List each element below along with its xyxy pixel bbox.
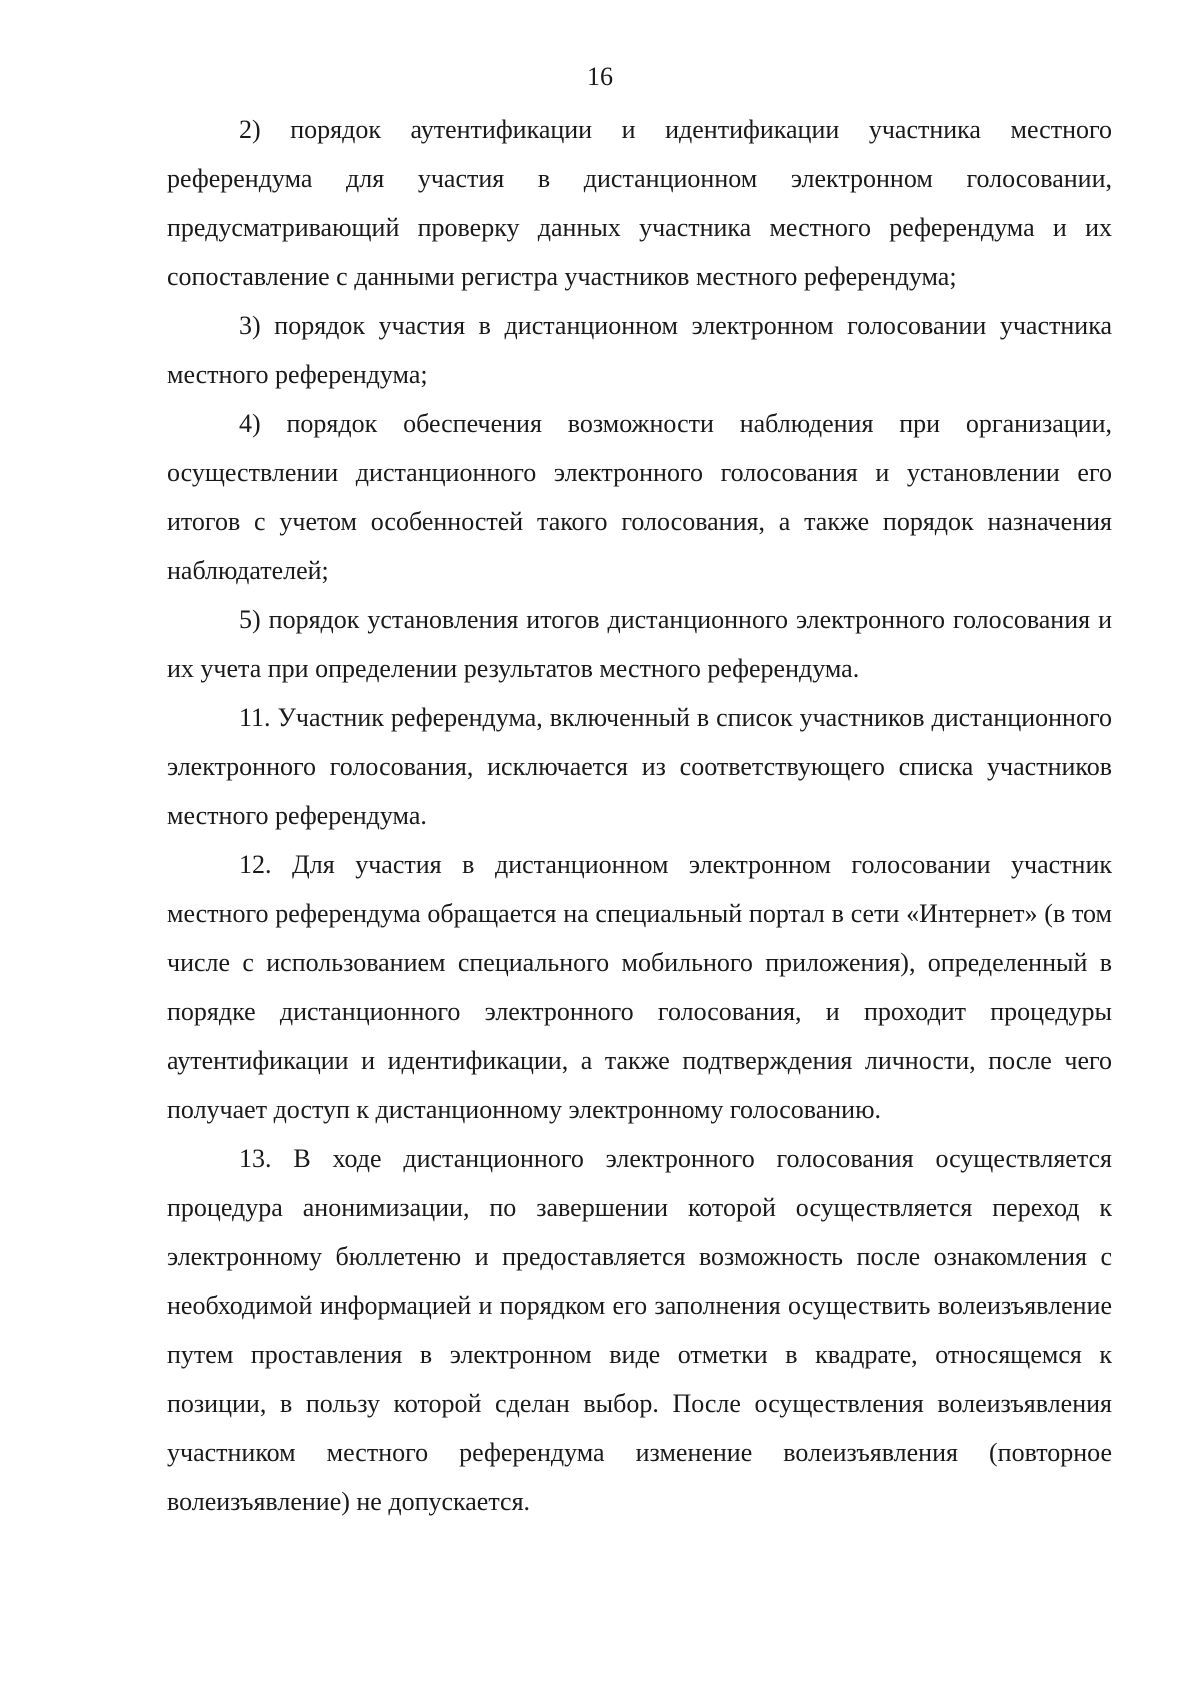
paragraph-item-4: 4) порядок обеспечения возможности наблюдения при организации, осуществлении дистанционного электронного голосования и установлении его итогов с учетом особенностей такого голосования, а также порядок назначения наблюдателей; bbox=[167, 409, 1112, 585]
paragraph-clause-12: 12. Для участия в дистанционном электронном голосовании участник местного референдума обращается на специальный портал в сети «Интернет» (в том числе с использованием специального мобильного приложения), определенный в порядке дистанционного электронного голосования, и проходит процедуры аутентификации и идентификации, а также подтверждения личности, после чего получает доступ к дистанционному электронному голосованию. bbox=[167, 850, 1112, 1124]
paragraph-item-3: 3) порядок участия в дистанционном электронном голосовании участника местного референдума; bbox=[167, 311, 1112, 389]
paragraph-item-5: 5) порядок установления итогов дистанционного электронного голосования и их учета при определении результатов местного референдума. bbox=[167, 605, 1112, 683]
page-number: 16 bbox=[587, 62, 613, 91]
paragraph-clause-11: 11. Участник референдума, включенный в список участников дистанционного электронного голосования, исключается из соответствующего списка участников местного референдума. bbox=[167, 703, 1112, 830]
paragraph-clause-13: 13. В ходе дистанционного электронного голосования осуществляется процедура анонимизации, по завершении которой осуществляется переход к электронному бюллетеню и предоставляется возможность после ознакомления с необходимой информацией и порядком его заполнения осуществить волеизъявление путем проставления в электронном виде отметки в квадрате, относящемся к позиции, в пользу которой сделан выбор. После осуществления волеизъявления участником местного референдума изменение волеизъявления (повторное волеизъявление) не допускается. bbox=[167, 1144, 1112, 1516]
paragraph-item-2: 2) порядок аутентификации и идентификации участника местного референдума для участия в дистанционном электронном голосовании, предусматривающий проверку данных участника местного референдума и их сопоставление с данными регистра участников местного референдума; bbox=[167, 115, 1112, 291]
document-body bbox=[167, 105, 1112, 1526]
